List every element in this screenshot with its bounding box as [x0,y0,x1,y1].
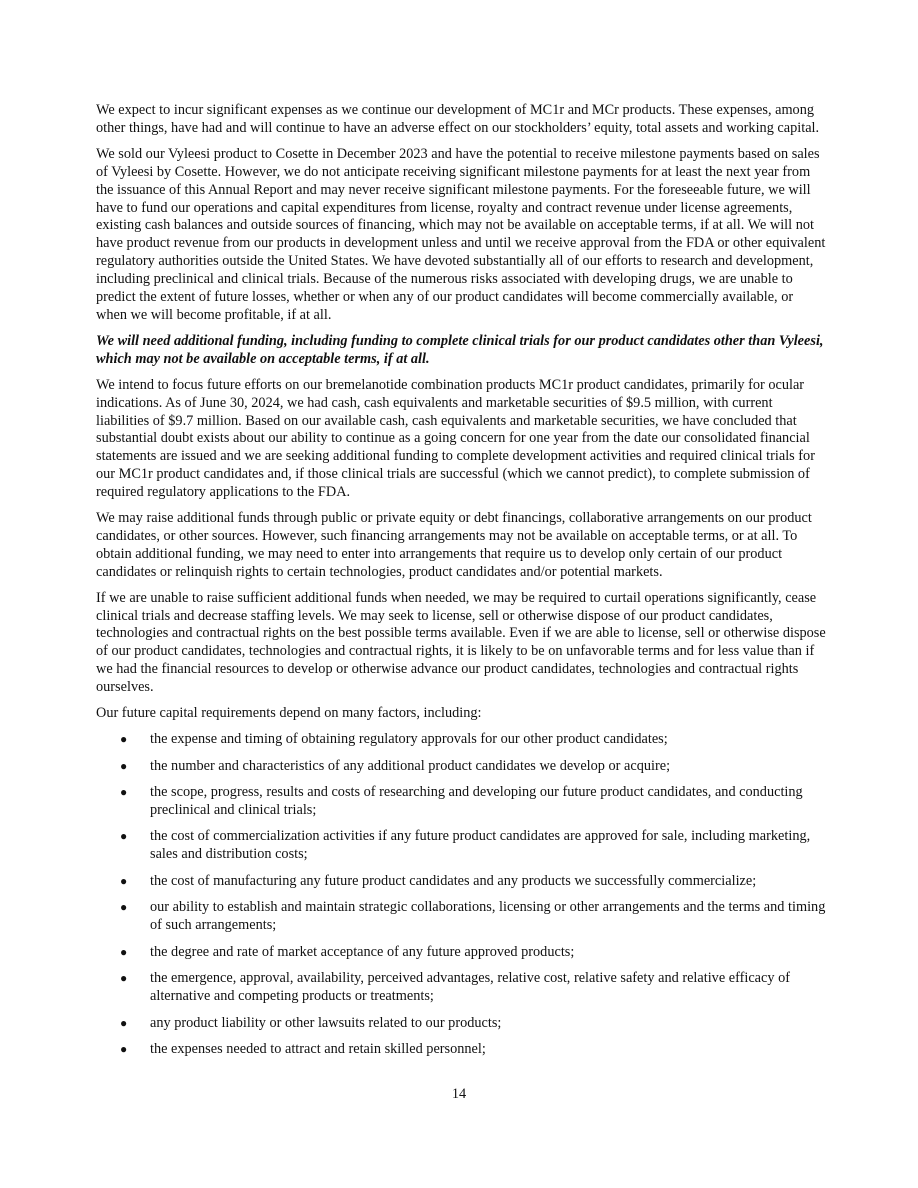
bullet-icon: ● [120,900,128,915]
list-item-text: the cost of manufacturing any future product candidates and any products we successfully commercialize; [150,872,757,889]
list-item [96,731,826,749]
paragraph-capital-requirements-intro: Our future capital requirements depend on many factors, including: [96,705,482,722]
list-item-text: the number and characteristics of any additional product candidates we develop or acquire; [150,757,671,774]
document-body [96,102,826,1068]
list-item-text: any product liability or other lawsuits related to our products; [150,1014,502,1031]
list-item [96,899,826,935]
page-number: 14 [451,1086,467,1102]
bullet-icon: ● [120,873,128,888]
list-item-text: the emergence, approval, availability, perceived advantages, relative cost, relative safety and relative efficacy of alternative and competing products or treatments; [150,970,791,1005]
paragraph-focus-efforts: We intend to focus future efforts on our bremelanotide combination products MC1r product candidates, primarily for ocular indications. As of June 30, 2024, we had cash, cash equivalents and marketable securities of $9.5 million, with current liabilities of $9.7 million. Based on our available cash, cash equivalents and marketable securities, we have concluded that substantial doubt exists about our ability to continue as a going concern for one year from the date our consolidated financial statements are issued and we are seeking additional funding to complete development activities and required clinical trials for our MC1r product candidates and, if those clinical trials are successful (which we cannot predict), to complete submission of required regulatory applications to the FDA. [96,376,815,501]
list-item [96,758,826,776]
list-item [96,970,826,1006]
paragraph-expenses: We expect to incur significant expenses as we continue our development of MC1r and MCr products. These expenses, among other things, have had and will continue to have an adverse effect on our stockholders’ equity, total assets and working capital. [96,102,820,136]
list-item-text: the scope, progress, results and costs of researching and developing our future product candidates, and conducting preclinical and clinical trials; [150,784,803,818]
list-item [96,1041,826,1059]
list-item [96,828,826,864]
list-item-text: the cost of commercialization activities if any future product candidates are approved for sale, including marketing, sales and distribution costs; [150,828,811,863]
paragraph-raise-funds: We may raise additional funds through public or private equity or debt financings, collaborative arrangements on our product candidates, or other sources. However, such financing arrangements may not be available on acceptable terms, or at all. To obtain additional funding, we may need to enter into arrangements that require us to develop only certain of our product candidates or relinquish rights to certain technologies, product candidates and/or potential markets. [96,510,812,580]
bullet-icon: ● [120,1015,128,1030]
paragraph-unable-to-raise: If we are unable to raise sufficient additional funds when needed, we may be required to curtail operations significantly, cease clinical trials and decrease staffing levels. We may seek to license, sell or otherwise dispose of our product candidates, technologies and contractual rights on the best possible terms available. Even if we are able to license, sell or otherwise dispose of our product candidates, technologies and contractual rights, it is likely to be on unfavorable terms and for less value than if we had the financial resources to develop or otherwise advance our product candidates, technologies and contractual rights ourselves. [96,589,826,696]
list-item-text: the expenses needed to attract and retain skilled personnel; [150,1041,486,1058]
bullet-icon: ● [120,732,128,746]
paragraph-vyleesi-sale: We sold our Vyleesi product to Cosette in December 2023 and have the potential to receive milestone payments based on sales of Vyleesi by Cosette. However, we do not anticipate receiving significant milestone payments for at least the next year from the issuance of this Annual Report and may never receive significant milestone payments. For the foreseeable future, we will have to fund our operations and capital expenditures from license, royalty and contract revenue under license agreements, existing cash balances and outside sources of financing, which may not be available on acceptable terms, if at all. We will not have product revenue from our products in development unless and until we receive approval from the FDA or other equivalent regulatory authorities outside the United States. We have devoted substantially all of our efforts to research and development, including preclinical and clinical trials. Because of the numerous risks associated with developing drugs, we are unable to predict the extent of future losses, whether or when any of our product candidates will become commercially available, or when we will become profitable, if at all. [96,145,826,323]
list-item [96,1015,826,1033]
bullet-icon: ● [120,758,128,773]
capital-requirements-list [96,731,826,1059]
bullet-icon: ● [120,785,128,799]
bullet-icon: ● [120,829,128,844]
list-item-text: our ability to establish and maintain strategic collaborations, licensing or other arrangements and the terms and timing of such arrangements; [150,899,826,934]
risk-factor-heading: We will need additional funding, including funding to complete clinical trials for our product candidates other than Vyleesi, which may not be available on acceptable terms, if at all. [96,332,824,367]
list-item-text: the degree and rate of market acceptance of any future approved products; [150,943,575,960]
bullet-icon: ● [120,1042,128,1057]
list-item [96,944,826,962]
bullet-icon: ● [120,944,128,959]
list-item [96,873,826,891]
list-item [96,784,826,820]
bullet-icon: ● [120,971,128,986]
list-item-text: the expense and timing of obtaining regulatory approvals for our other product candidates; [150,731,668,747]
